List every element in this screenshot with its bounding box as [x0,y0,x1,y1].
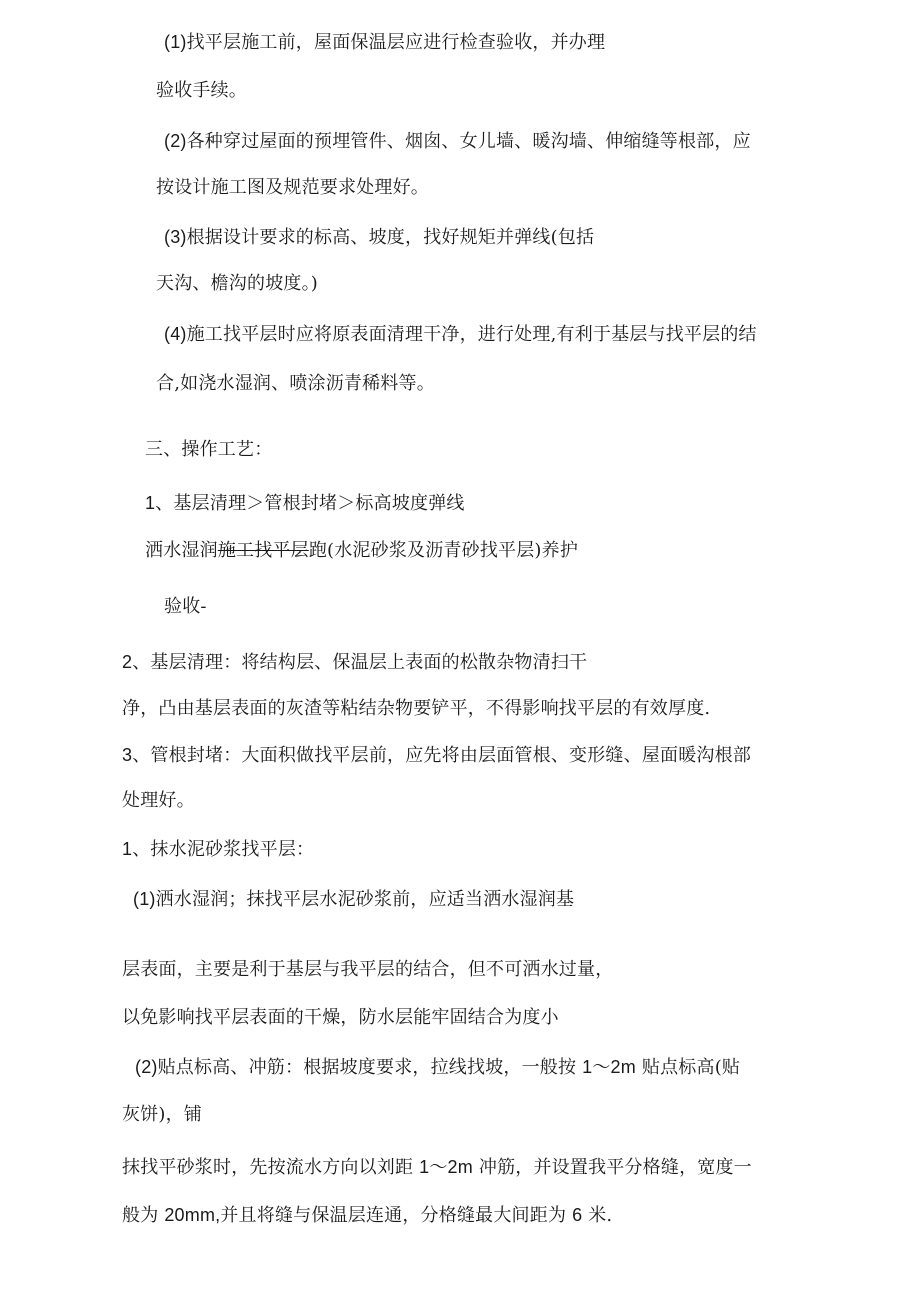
line-text: 洒水湿润 [145,540,218,561]
line-text: 贴点标高、冲筋：根据坡度要求，拉线找坡，一般按 [157,1057,583,1078]
paragraph-line [122,697,710,721]
line-text: 洒水湿润；抹找平层水泥砂浆前，应适当洒水湿润基 [155,889,575,910]
line-text: 验收- [164,596,207,617]
line-text: 处理好。 [122,790,195,811]
paragraph-line [122,743,751,768]
paragraph-line [164,322,757,347]
line-text: 合,如浇水湿润、喷涂沥青稀料等。 [156,373,435,394]
measurement: 1～2m [582,1057,636,1077]
line-text: 贴点标高(贴 [635,1057,741,1078]
paragraph-line [133,887,574,912]
paragraph-line [145,491,465,516]
paragraph-line [164,595,207,619]
struck-text: 施工找平层 [217,540,309,561]
paragraph-line [135,1055,740,1080]
line-text: 以免影响找平层表面的干燥，防水层能牢固结合为度小 [122,1007,559,1028]
paragraph-line [122,1006,559,1030]
paragraph-line [164,225,594,250]
item-number: 2 [122,652,133,672]
item-number: (2) [135,1057,158,1077]
item-number: 1 [145,493,156,513]
line-text: 按设计施工图及规范要求处理好。 [156,177,429,198]
line-text: 找平层施工前，屋面保温层应进行检查验收，并办理 [186,32,606,53]
section-heading [122,837,314,862]
paragraph-line [164,30,605,55]
line-text: 米. [582,1205,613,1226]
paragraph-line [164,129,751,154]
paragraph-line [122,958,613,982]
line-text: 跑(水泥砂浆及沥青砂找平层)养护 [308,540,579,561]
line-text: 、管根封堵：大面积做找平层前，应先将由层面管根、变形缝、屋面暖沟根部 [132,745,752,766]
measurement: 6 [572,1205,583,1225]
paragraph-line [156,372,435,396]
paragraph-line [122,650,587,675]
line-text: 、基层清理＞管根封堵＞标高坡度弹线 [155,493,465,514]
paragraph-line [156,79,247,103]
line-text: 冲筋，并设置我平分格缝，宽度一 [472,1157,752,1178]
line-text: 天沟、檐沟的坡度。) [156,273,319,294]
item-number: (1) [164,32,187,52]
line-text: 层表面，主要是利于基层与我平层的结合，但不可洒水过量， [122,959,614,980]
item-number: 3 [122,745,133,765]
item-number: (1) [133,889,156,909]
measurement: 1～2m [419,1157,473,1177]
paragraph-line [122,1155,752,1180]
paragraph-line [122,1203,612,1228]
line-text: 、基层清理：将结构层、保温层上表面的松散杂物清扫干 [132,652,588,673]
line-text: 根据设计要求的标高、坡度，找好规矩并弹线(包括 [186,227,595,248]
line-text: 净，凸由基层表面的灰渣等粘结杂物要铲平，不得影响找平层的有效厚度. [122,698,711,719]
section-heading [145,438,272,462]
item-number: (3) [164,227,187,247]
heading-text: 三、操作工艺： [145,439,273,460]
line-text: 抹找平砂浆时，先按流水方向以刘距 [122,1157,420,1178]
item-number: 1 [122,839,133,859]
line-text: 施工找平层时应将原表面清理干净，进行处理,有利于基层与找平层的结 [186,324,757,345]
line-text: 各种穿过屋面的预埋管件、烟囱、女儿墙、暖沟墙、伸缩缝等根部，应 [186,131,751,152]
paragraph-line [145,539,578,563]
item-number: (4) [164,324,187,344]
line-text: 并且将缝与保温层连通，分格缝最大间距为 [220,1205,573,1226]
line-text: 验收手续。 [156,80,247,101]
line-text: 般为 [122,1205,165,1226]
item-number: (2) [164,131,187,151]
paragraph-line [122,1103,202,1127]
paragraph-line [156,272,318,296]
line-text: 灰饼)，铺 [122,1104,203,1125]
paragraph-line [156,176,429,200]
paragraph-line [122,789,195,813]
measurement: 20mm, [164,1205,221,1225]
heading-text: 、抹水泥砂浆找平层： [132,839,315,860]
